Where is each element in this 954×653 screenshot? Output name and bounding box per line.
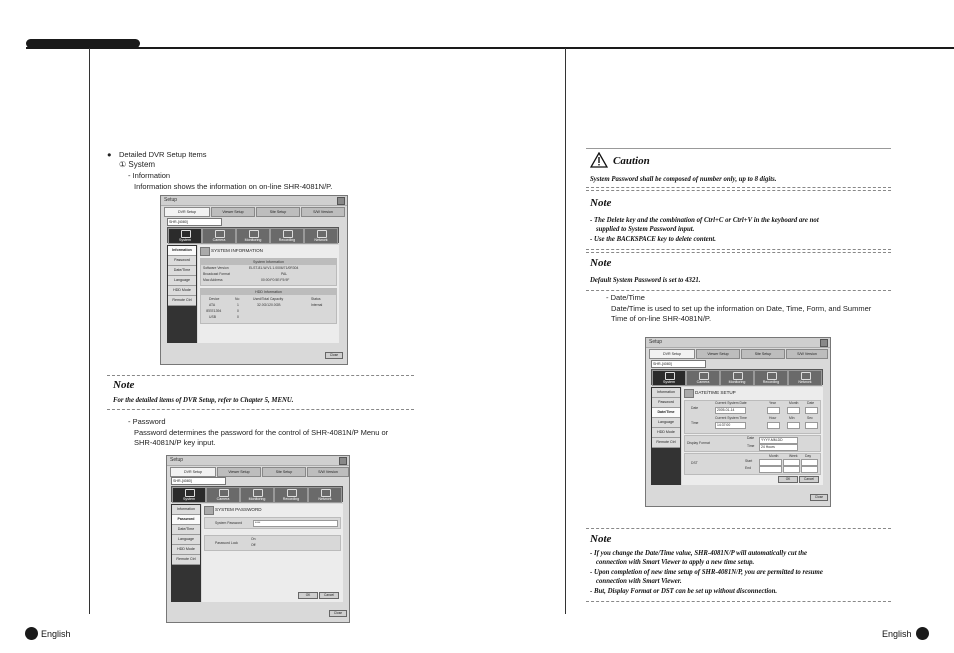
current-time-field: 14:37:00 [715, 422, 746, 429]
tab-site-setup[interactable]: Site Setup [741, 349, 785, 359]
monitoring-button[interactable]: Monitoring [720, 370, 754, 386]
side-item-hdd-mode[interactable]: HDD Mode [172, 545, 200, 555]
side-item-datetime[interactable]: Date/Time [652, 408, 680, 418]
close-button[interactable]: Close [810, 494, 828, 501]
section-icon [684, 389, 694, 398]
note-title: Note [113, 379, 135, 391]
tab-sw-version[interactable]: S/W Version [307, 467, 349, 477]
tab-site-setup[interactable]: Site Setup [256, 207, 300, 217]
side-item-datetime[interactable]: Date/Time [168, 266, 196, 276]
cancel-button[interactable]: Cancel [799, 476, 819, 483]
side-item-password[interactable]: Password [172, 515, 200, 525]
recording-button[interactable]: Recording [274, 487, 308, 503]
year-field[interactable] [767, 407, 780, 414]
note-box-1 [586, 190, 891, 250]
footer-language-right: English [882, 629, 912, 639]
system-information-dialog [160, 195, 348, 365]
dst-start-day[interactable] [801, 459, 818, 466]
note-line: - Upon completion of new time setup of SHR-4081N/P, you are permitted to resume [590, 569, 823, 576]
datetime-item: - Date/Time [606, 293, 645, 302]
side-item-password[interactable]: Password [168, 256, 196, 266]
minute-field[interactable] [787, 422, 800, 429]
system-icon [665, 372, 675, 380]
monitoring-button[interactable]: Monitoring [240, 487, 274, 503]
tab-viewer-setup[interactable]: Viewer Setup [217, 467, 261, 477]
note-line: connection with Smart Viewer. [596, 578, 682, 585]
recording-icon [283, 230, 293, 238]
recording-icon [767, 372, 777, 380]
dialog-title: Setup [646, 338, 830, 348]
close-icon[interactable] [820, 339, 828, 347]
side-item-language[interactable]: Language [652, 418, 680, 428]
dst-start-month[interactable] [759, 459, 782, 466]
side-item-datetime[interactable]: Date/Time [172, 525, 200, 535]
section-title: SYSTEM INFORMATION [211, 248, 263, 253]
note-box-left [107, 375, 414, 410]
password-desc-2: SHR-4081N/P key input. [134, 438, 216, 447]
center-divider [565, 48, 566, 614]
side-item-remote-ctrl[interactable]: Remote Ctrl [168, 296, 196, 306]
tab-dvr-setup[interactable]: DVR Setup [164, 207, 210, 217]
side-item-language[interactable]: Language [168, 276, 196, 286]
close-button[interactable]: Close [325, 352, 343, 359]
network-button[interactable]: Network [308, 487, 342, 503]
side-item-information[interactable]: Information [652, 388, 680, 398]
note-title: Note [590, 533, 612, 545]
display-format-group: Display Format Date YYYY-MM-DD Time 24 Hours [684, 435, 821, 452]
lock-on-radio[interactable]: On [251, 537, 256, 541]
system-label: ① System [119, 160, 156, 169]
camera-icon [215, 230, 225, 238]
camera-icon [219, 489, 229, 497]
side-item-hdd-mode[interactable]: HDD Mode [652, 428, 680, 438]
system-password-dialog [166, 455, 350, 623]
monitor-icon [733, 372, 743, 380]
tab-site-setup[interactable]: Site Setup [262, 467, 306, 477]
close-icon[interactable] [337, 197, 345, 205]
system-button[interactable]: System [168, 228, 202, 244]
side-menu [651, 387, 681, 485]
password-desc-1: Password determines the password for the control of SHR-4081N/P Menu or [134, 428, 389, 437]
content-panel [198, 245, 339, 343]
month-field[interactable] [787, 407, 800, 414]
note-box-2 [586, 252, 891, 291]
note-text: For the detailed items of DVR Setup, refer to Chapter 5, MENU. [113, 397, 294, 404]
second-field[interactable] [805, 422, 818, 429]
dst-group: DST Month Week Day Start End [684, 453, 821, 475]
section-icon [204, 506, 214, 515]
camera-button[interactable]: Camera [202, 228, 236, 244]
tab-dvr-setup[interactable]: DVR Setup [170, 467, 216, 477]
side-item-remote-ctrl[interactable]: Remote Ctrl [172, 555, 200, 565]
close-button[interactable]: Close [329, 610, 347, 617]
system-icon [181, 230, 191, 238]
content-panel [202, 504, 343, 602]
side-item-information[interactable]: Information [172, 505, 200, 515]
monitoring-button[interactable]: Monitoring [236, 228, 270, 244]
camera-button[interactable]: Camera [686, 370, 720, 386]
side-menu [171, 504, 201, 602]
password-input[interactable]: **** [253, 520, 338, 527]
footer-dot-right [916, 627, 929, 640]
camera-button[interactable]: Camera [206, 487, 240, 503]
dst-end-month[interactable] [759, 466, 782, 473]
hour-field[interactable] [767, 422, 780, 429]
date-format-select[interactable]: YYYY-MM-DD [759, 437, 798, 444]
side-item-password[interactable]: Password [652, 398, 680, 408]
note-line: - The Delete key and the combination of Ctrl+C or Ctrl+V in the keyboard are not [590, 217, 819, 224]
section-heading: Detailed DVR Setup Items [119, 150, 207, 159]
dst-start-week[interactable] [783, 459, 800, 466]
note-line: connection with Smart Viewer to apply a new time setup. [596, 559, 755, 566]
datetime-desc-1: Date/Time is used to set up the information on Date, Time, Form, and Summer [611, 304, 872, 313]
network-icon [317, 230, 327, 238]
side-item-remote-ctrl[interactable]: Remote Ctrl [652, 438, 680, 448]
note-title: Note [590, 257, 612, 269]
side-item-information[interactable]: Information [168, 246, 196, 256]
system-button[interactable]: System [172, 487, 206, 503]
network-icon [801, 372, 811, 380]
dst-end-week[interactable] [783, 466, 800, 473]
note-line: - But, Display Format or DST can be set up without disconnection. [590, 588, 778, 595]
header-rule [26, 47, 954, 49]
device-select[interactable]: SHR-[4080] [167, 218, 222, 226]
system-info-group: System Information Software Version ELST-81-W.V1.1.0006/71/0R304 Broadcast Format PAL Mac Address 00:00:F0:5E:F5:9F [200, 258, 337, 286]
side-item-language[interactable]: Language [172, 535, 200, 545]
section-icon [200, 247, 210, 256]
network-icon [321, 489, 331, 497]
caution-text: System Password shall be composed of number only, up to 8 digits. [590, 176, 777, 183]
tab-sw-version[interactable]: S/W Version [301, 207, 345, 217]
system-button[interactable]: System [652, 370, 686, 386]
network-button[interactable]: Network [788, 370, 822, 386]
hdd-info-group: HDD Information Device No Used/Total Capacity Status ATA 1 32.0G/120.0GB Internal IEEE1394 0 USB 0 [200, 288, 337, 324]
recording-button[interactable]: Recording [270, 228, 304, 244]
device-select[interactable]: SHR-[4080] [171, 477, 226, 485]
recording-button[interactable]: Recording [754, 370, 788, 386]
note-line: supplied to System Password input. [596, 226, 695, 233]
monitor-icon [253, 489, 263, 497]
footer-dot-left [25, 627, 38, 640]
camera-icon [699, 372, 709, 380]
note-text: Default System Password is set to 4321. [590, 277, 701, 284]
password-item: - Password [128, 417, 166, 426]
side-menu [167, 245, 197, 343]
note-box-3 [586, 528, 891, 602]
ok-button[interactable]: OK [778, 476, 798, 483]
section-title: DATE/TIME SETUP [695, 390, 736, 395]
note-line: - If you change the Date/Time value, SHR-4081N/P will automatically cut the [590, 550, 807, 557]
dialog-title: Setup [167, 456, 349, 466]
tab-viewer-setup[interactable]: Viewer Setup [211, 207, 255, 217]
dst-end-day[interactable] [801, 466, 818, 473]
network-button[interactable]: Network [304, 228, 338, 244]
info-desc: Information shows the information on on-line SHR-4081N/P. [134, 182, 333, 191]
tab-sw-version[interactable]: S/W Version [786, 349, 828, 359]
left-margin-line [89, 48, 90, 614]
time-format-select[interactable]: 24 Hours [759, 444, 798, 451]
password-lock-group: Password Lock On Off [204, 535, 341, 551]
lock-off-radio[interactable]: Off [251, 543, 256, 547]
caution-title: Caution [613, 155, 650, 167]
tab-dvr-setup[interactable]: DVR Setup [649, 349, 695, 359]
category-icon-bar [651, 369, 823, 385]
cancel-button[interactable]: Cancel [319, 592, 339, 599]
warning-icon [590, 152, 608, 168]
password-group: System Password **** [204, 517, 341, 529]
note-line: - Use the BACKSPACE key to delete content. [590, 236, 716, 243]
monitor-icon [249, 230, 259, 238]
dialog-title: Setup [161, 196, 347, 206]
category-icon-bar [171, 486, 343, 502]
note-title: Note [590, 197, 612, 209]
content-panel [682, 387, 823, 485]
category-icon-bar [167, 227, 339, 243]
device-select[interactable]: SHR-[4080] [651, 360, 706, 368]
recording-icon [287, 489, 297, 497]
caution-box [586, 148, 891, 188]
info-item: - Information [128, 171, 171, 180]
system-icon [185, 489, 195, 497]
current-date-field: 2005-01-14 [715, 407, 746, 414]
tab-viewer-setup[interactable]: Viewer Setup [696, 349, 740, 359]
side-item-hdd-mode[interactable]: HDD Mode [168, 286, 196, 296]
day-field[interactable] [805, 407, 818, 414]
datetime-desc-2: Time of on-line SHR-4081N/P. [611, 314, 712, 323]
close-icon[interactable] [339, 457, 347, 465]
footer-language-left: English [41, 629, 71, 639]
datetime-setup-dialog [645, 337, 831, 507]
date-time-group: Date Time Current System Date 2005-01-14 Year Month Date Current System Time 14:37:00 Hour Min Sec [684, 400, 821, 434]
ok-button[interactable]: OK [298, 592, 318, 599]
section-title: SYSTEM PASSWORD [215, 507, 262, 512]
bullet: ● [107, 150, 112, 159]
